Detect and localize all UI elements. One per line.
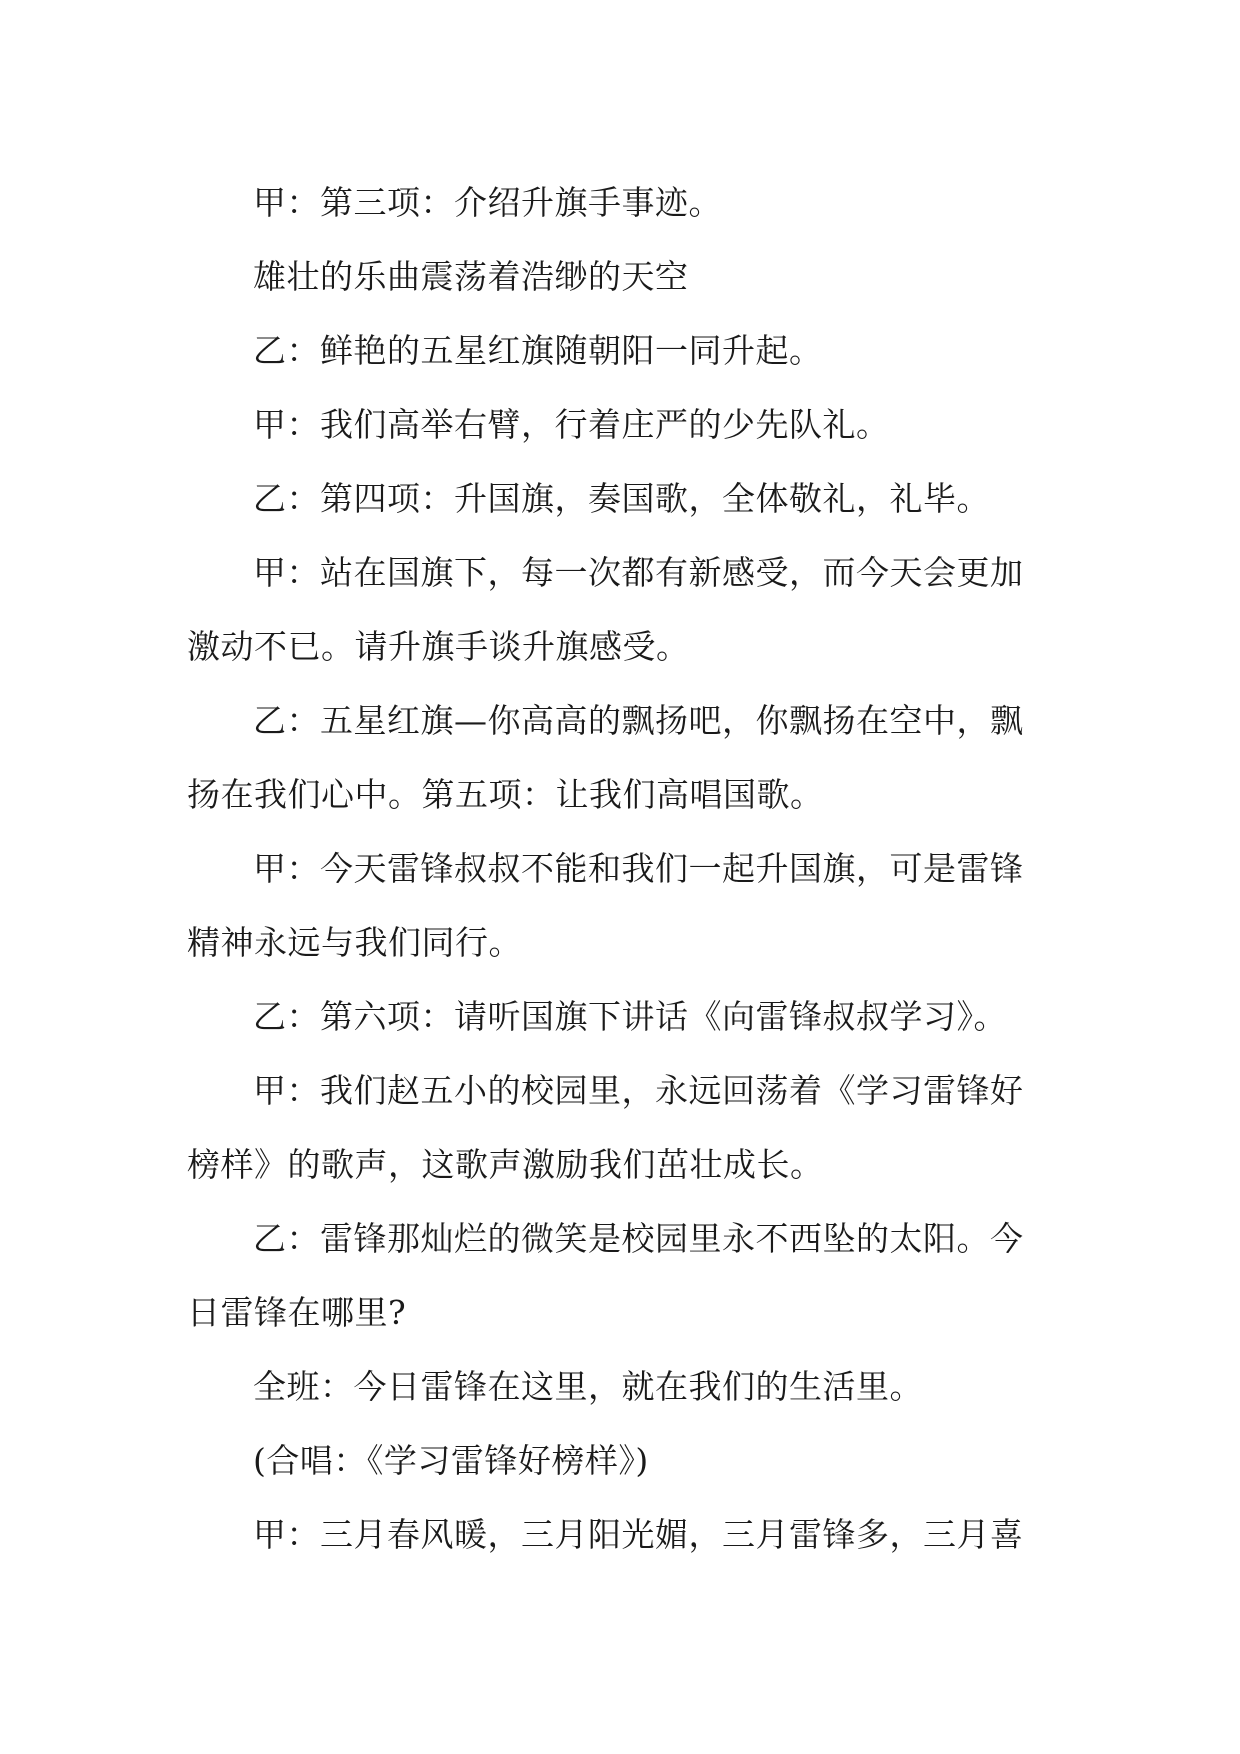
text-line: 甲：站在国旗下，每一次都有新感受，而今天会更加 — [253, 553, 1024, 592]
text-line: 乙：第六项：请听国旗下讲话《向雷锋叔叔学习》。 — [253, 997, 1007, 1036]
paragraph — [187, 536, 1053, 684]
text-line: 甲：三月春风暖，三月阳光媚，三月雷锋多，三月喜 — [253, 1515, 1024, 1554]
paragraph — [187, 240, 1053, 314]
paragraph — [187, 462, 1053, 536]
text-line: 乙：第四项：升国旗，奏国歌，全体敬礼，礼毕。 — [253, 479, 990, 518]
paragraph — [187, 1498, 1053, 1572]
paragraph — [187, 980, 1053, 1054]
text-line: 甲：我们赵五小的校园里，永远回荡着《学习雷锋好 — [253, 1071, 1024, 1110]
paragraph — [187, 832, 1053, 980]
text-line: 甲：我们高举右臂，行着庄严的少先队礼。 — [253, 405, 890, 444]
paragraph — [187, 388, 1053, 462]
paragraph — [187, 1424, 1053, 1498]
text-line-continued: 榜样》的歌声，这歌声激励我们茁壮成长。 — [187, 1145, 824, 1184]
text-line-continued: 精神永远与我们同行。 — [187, 923, 522, 962]
text-line: 乙：五星红旗—你高高的飘扬吧，你飘扬在空中，飘 — [253, 701, 1024, 740]
text-line: 甲：今天雷锋叔叔不能和我们一起升国旗，可是雷锋 — [253, 849, 1024, 888]
text-line: 甲：第三项：介绍升旗手事迹。 — [253, 183, 722, 222]
text-line: 乙：雷锋那灿烂的微笑是校园里永不西坠的太阳。今 — [253, 1219, 1024, 1258]
text-line-continued: 激动不已。请升旗手谈升旗感受。 — [187, 627, 690, 666]
paragraph — [187, 1202, 1053, 1350]
text-line: (合唱：《学习雷锋好榜样》) — [253, 1441, 649, 1480]
text-line: 全班：今日雷锋在这里，就在我们的生活里。 — [253, 1367, 923, 1406]
paragraph — [187, 1350, 1053, 1424]
paragraph — [187, 1054, 1053, 1202]
script-text-body — [187, 166, 1053, 1572]
text-line: 雄壮的乐曲震荡着浩缈的天空 — [253, 257, 689, 296]
paragraph — [187, 684, 1053, 832]
text-line: 乙：鲜艳的五星红旗随朝阳一同升起。 — [253, 331, 823, 370]
text-line-continued: 日雷锋在哪里? — [187, 1293, 407, 1332]
text-line-continued: 扬在我们心中。第五项：让我们高唱国歌。 — [187, 775, 824, 814]
paragraph — [187, 166, 1053, 240]
paragraph — [187, 314, 1053, 388]
